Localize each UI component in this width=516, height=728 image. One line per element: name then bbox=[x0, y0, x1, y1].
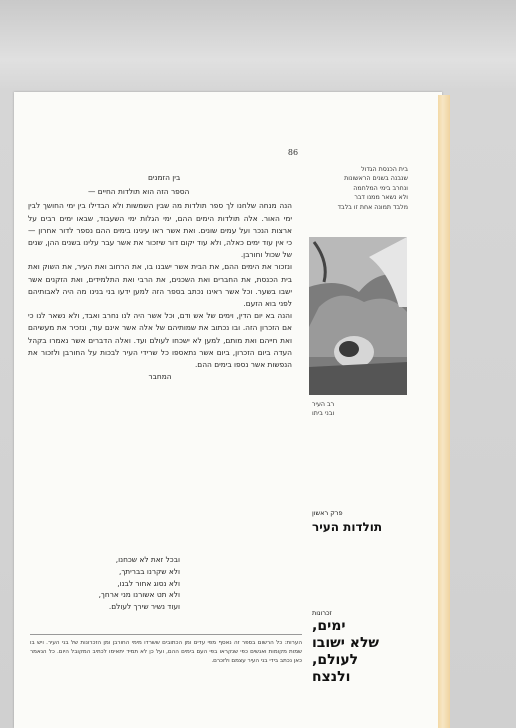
poem-line: ולא תט אשורנו מני ארחך, bbox=[98, 590, 180, 600]
main-heading-a: בין הזמנים bbox=[148, 173, 181, 182]
side-caption-line: ונחרב בימי המלחמה bbox=[353, 184, 408, 192]
side-title-line: ימים, bbox=[312, 618, 346, 634]
photo-caption-line: ובני ביתו bbox=[312, 410, 335, 417]
main-heading-b: הספר הזה הוא תולדות החיים — bbox=[88, 187, 190, 197]
side-title-line: לעולם, bbox=[312, 652, 359, 668]
photo-caption bbox=[312, 400, 402, 418]
side-title-small: זכרונות bbox=[312, 609, 332, 617]
poem-block bbox=[60, 554, 180, 613]
main-signature: המחבר bbox=[148, 372, 172, 382]
photo-caption-line: רב העיר bbox=[312, 401, 335, 408]
side-caption bbox=[308, 165, 408, 212]
section-heading-small: פרק ראשון bbox=[312, 509, 343, 517]
photograph bbox=[309, 237, 407, 395]
main-paragraph: ונזכור את הימים ההם, את הבית אשר ישבנו בו, את הרחוב ואת העיר, את השוק ואת בית הכנסת, את החברים ואת השכנים, את הרבי ואת התלמידים, ואת הזקנים אשר ישבו בשער. וכל אשר ראינו נכתב בספר הזה למען ידעו בני בנינו מה היה לאבותיהם לפני בוא הזעם. bbox=[28, 262, 292, 309]
photo-image bbox=[309, 237, 407, 395]
footnotes: הערות: כל הרשום בספר זה נאסף מפי עדים ומן הכתובים ששרדו מימי החורבן ומן הזכרונות של בני העיר. ויש בו שמות מקומות ואנשים כפי שנקראו בפי העם בימים ההם, ועל כן לא תמיד יתאימו לכתיב המקובל היום. כל הנאמר כאן נכתב בידי בני העיר עצמם ולזכרם. bbox=[30, 634, 302, 667]
poem-line: ועוד נשיר שירך לעולם. bbox=[108, 602, 180, 612]
side-caption-line: שנבנה בשנים הראשונות bbox=[344, 175, 408, 183]
main-paragraph: הנה מנחה שלחנו לך ספר תולדות מה שבין השמשות ולא הבדילו בין ימי החושך לבין ימי האור. אלה תולדות הימים ההם, ימי הגלות ימי השעבוד, שבאו ימים רבים על ארצות הנכר ועל עמים שונים. ואת אשר ראו עינינו בימים ההם נספר לדור אחרון — כי אין עוד ימים כאלה, ולא עוד יקום דור שיזכור את אשר עבר עלינו בשנים ההן, שנים של שכול וחורבן. bbox=[28, 201, 292, 260]
poem-line: ולא שקרנו בבריתך, bbox=[118, 566, 180, 576]
side-title-line: שלא ישובו bbox=[312, 635, 380, 651]
side-caption-line: בית הכנסת הגדול bbox=[361, 166, 408, 173]
side-caption-line: מלבד תמונה אחת זו בלבד bbox=[337, 203, 408, 211]
main-text-column bbox=[28, 172, 292, 383]
side-title bbox=[312, 608, 412, 686]
side-caption-line: ולא נשאר ממנו דבר bbox=[354, 194, 408, 202]
side-title-line: ולנצח bbox=[312, 669, 351, 685]
main-paragraph: והנה בא יום הדין, וימים של אש ודם, וכל אשר היה לנו נחרב ואבד, ולא נשאר לנו כי אם הזכרון הזה. ובו נכתוב את שמותיהם של אלה אשר אינם עוד, ונזכיר את מעשיהם ואת חייהם ואת מותם, למען לא ישכחו לעולם ועד. ואלה הדברים אשר נאמרו בקהל העדה ביום הזכרון, ביום אשר נתאספו כל שרידי העיר לבכות על החורבן ולזכור את הנפשות אשר נספו בימים ההם. bbox=[28, 311, 292, 370]
page-number: 86 bbox=[287, 148, 299, 157]
poem-line: ולא נסוג אחור לבנו, bbox=[117, 578, 180, 588]
section-heading-title: תולדות העיר bbox=[312, 520, 383, 534]
page-edge bbox=[438, 95, 450, 728]
poem-line: ובכל זאת לא שכחנו, bbox=[115, 555, 180, 564]
section-heading bbox=[312, 508, 422, 536]
